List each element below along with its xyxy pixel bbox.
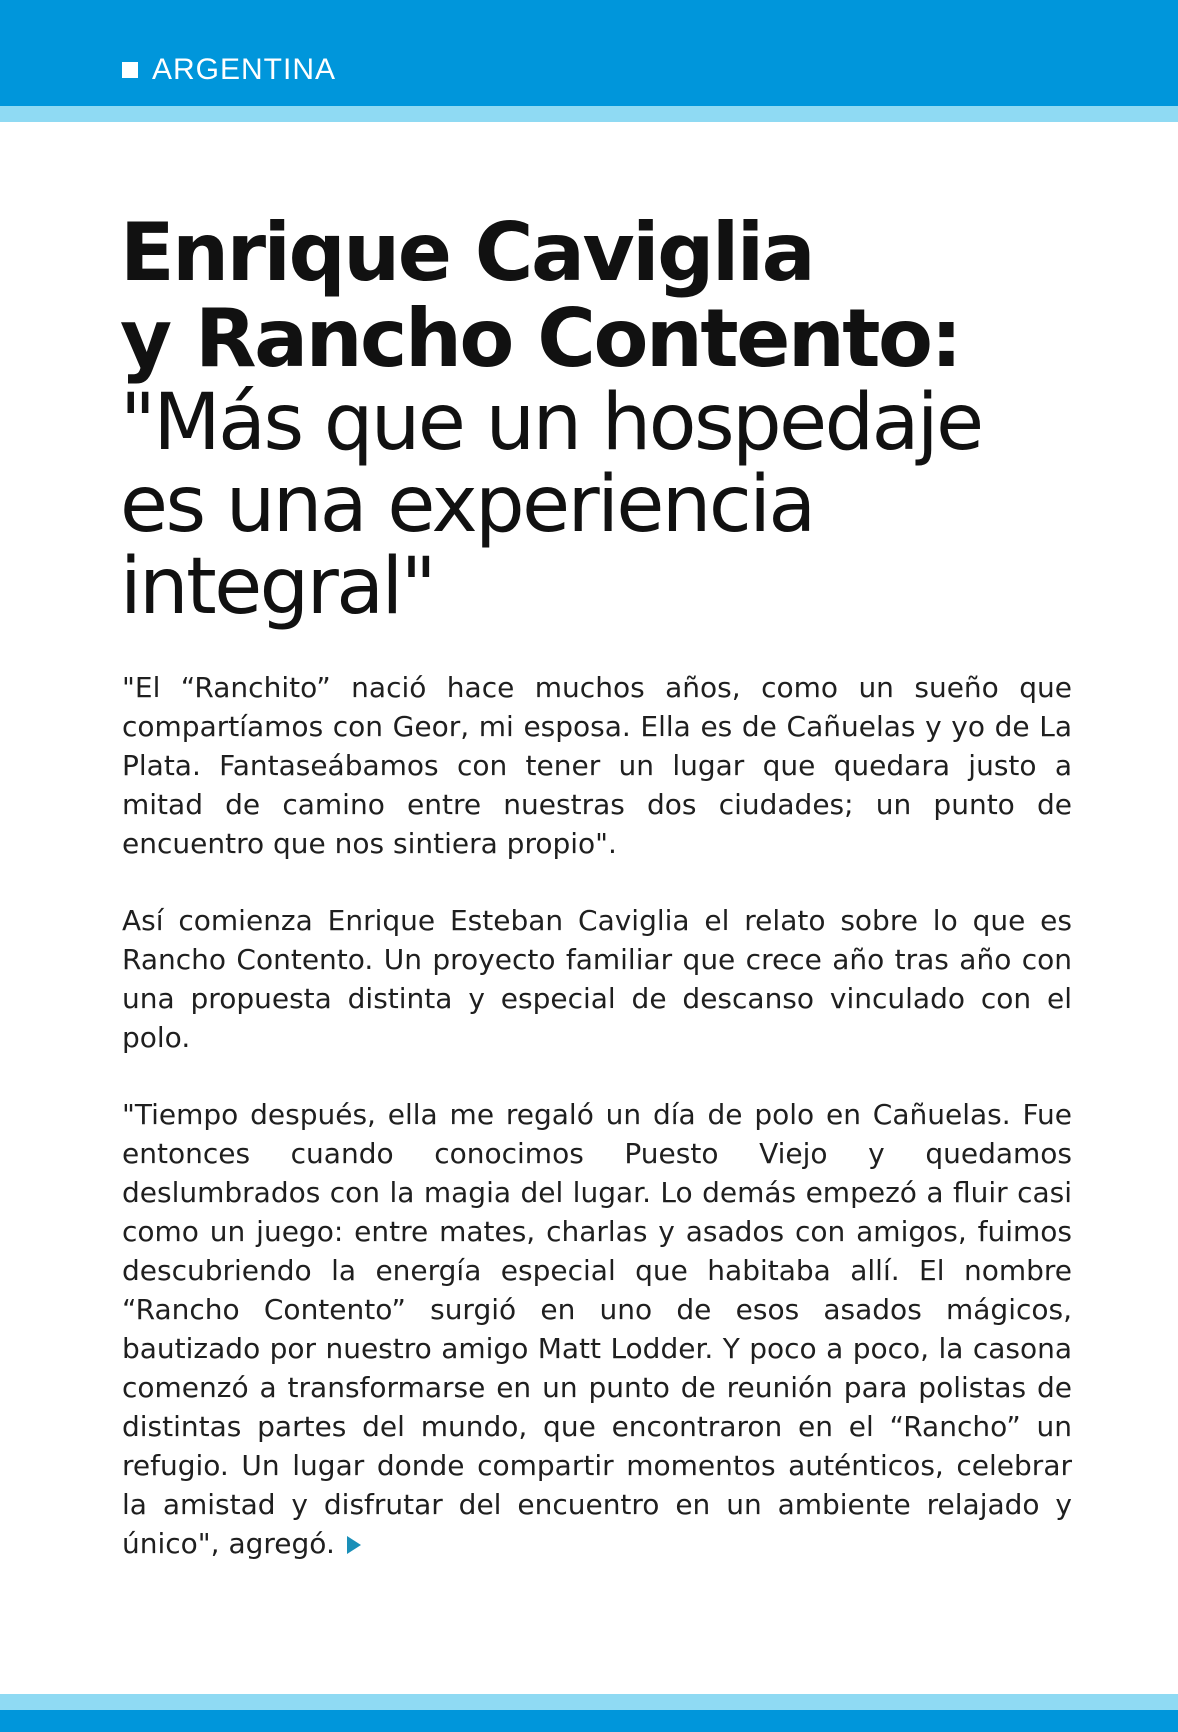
article-headline	[120, 206, 1120, 632]
square-bullet-icon	[122, 62, 138, 78]
headline-title-line-1: Enrique Caviglia	[120, 206, 814, 299]
body-paragraph-2: Así comienza Enrique Esteban Caviglia el relato sobre lo que es Rancho Contento. Un proyecto familiar que crece año tras año con una propuesta distinta y especial de descanso vinculado con el polo.	[122, 904, 1072, 1054]
section-label	[122, 48, 336, 92]
body-paragraph-3	[122, 1095, 1072, 1563]
headline-quote-line-3: integral"	[120, 542, 435, 632]
section-label-text: ARGENTINA	[152, 53, 337, 86]
header-stripe	[0, 106, 1178, 122]
headline-title-line-2: y Rancho Contento:	[120, 292, 960, 385]
headline-quote-line-2: es una experiencia	[120, 460, 814, 550]
body-paragraph-1: "El “Ranchito” nació hace muchos años, como un sueño que compartíamos con Geor, mi esposa. Ella es de Cañuelas y yo de La Plata. Fantaseábamos con tener un lugar que quedara justo a mitad de camino entre nuestras dos ciudades; un punto de encuentro que nos sintiera propio".	[122, 671, 1072, 860]
article-body	[122, 668, 1072, 1601]
footer-stripe	[0, 1694, 1178, 1710]
body-paragraph-3-text: "Tiempo después, ella me regaló un día de polo en Cañuelas. Fue entonces cuando conocimos Puesto Viejo y quedamos deslumbrados con la magia del lugar. Lo demás empezó a fluir casi como un juego: entre mates, charlas y asados con amigos, fuimos descubriendo la energía especial que habitaba allí. El nombre “Rancho Contento” surgió en uno de esos asados mágicos, bautizado por nuestro amigo Matt Lodder. Y poco a poco, la casona comenzó a transformarse en un punto de reunión para polistas de distintas partes del mundo, que encontraron en el “Rancho” un refugio. Un lugar donde compartir momentos auténticos, celebrar la amistad y disfrutar del encuentro en un ambiente relajado y único", agregó.	[122, 1098, 1072, 1560]
headline-quote-line-1: "Más que un hospedaje	[120, 378, 982, 468]
triangle-right-icon	[347, 1536, 361, 1554]
footer-band	[0, 1710, 1178, 1732]
